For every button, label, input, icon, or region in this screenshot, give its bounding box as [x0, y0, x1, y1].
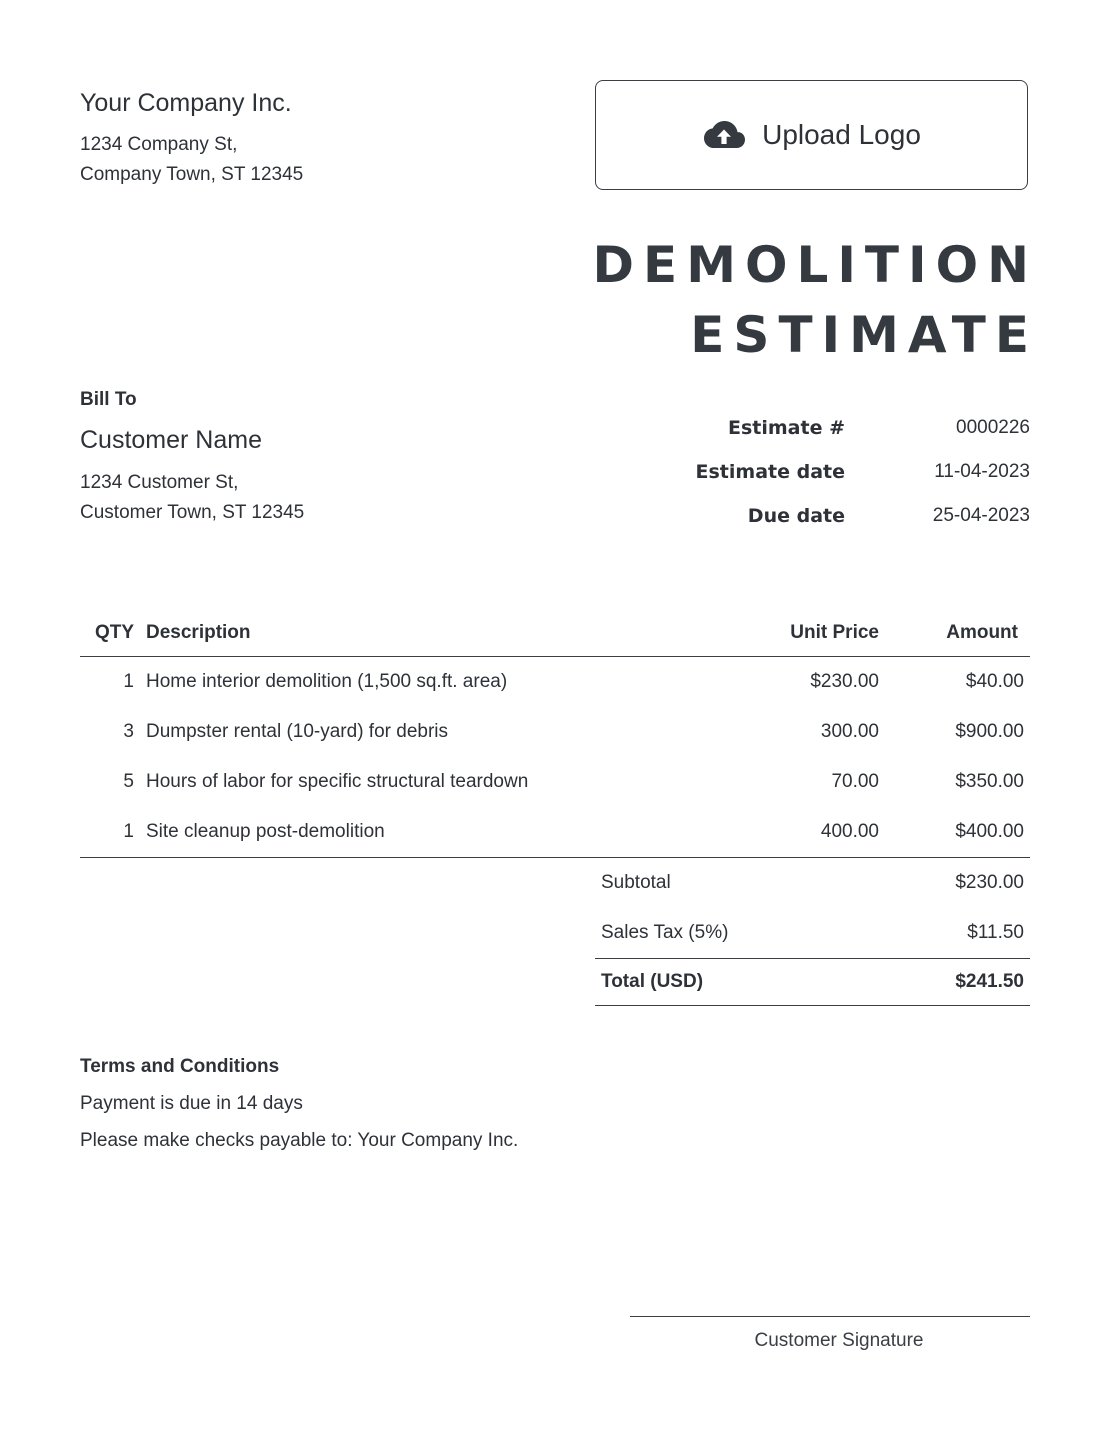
document-title-line2: ESTIMATE [690, 306, 1038, 364]
subtotal-value: $230.00 [955, 872, 1024, 893]
customer-address-line1: 1234 Customer St, [80, 472, 239, 493]
row-qty: 5 [123, 771, 134, 792]
customer-name: Customer Name [80, 426, 262, 454]
amount-header: Amount [946, 622, 1018, 643]
row-unit-price: 300.00 [820, 721, 879, 742]
table-row [80, 657, 1030, 707]
row-unit-price: $230.00 [810, 671, 879, 692]
upload-logo-button[interactable] [595, 80, 1028, 190]
estimate-date: 11-04-2023 [934, 461, 1030, 482]
table-header [80, 610, 1030, 657]
estimate-number: 0000226 [956, 417, 1030, 438]
total-row [595, 958, 1030, 1006]
signature-line [630, 1316, 1030, 1317]
row-amount: $350.00 [955, 771, 1024, 792]
customer-address-line2: Customer Town, ST 12345 [80, 502, 305, 523]
row-description: Hours of labor for specific structural teardown [146, 771, 529, 792]
subtotal-row [595, 858, 1030, 908]
row-unit-price: 70.00 [831, 771, 879, 792]
subtotal-label: Subtotal [601, 872, 671, 893]
terms-line-2: Please make checks payable to: Your Company Inc. [80, 1130, 519, 1151]
customer-signature-label: Customer Signature [754, 1330, 924, 1351]
cloud-upload-icon [702, 119, 746, 151]
bill-to-label: Bill To [80, 389, 137, 410]
tax-label: Sales Tax (5%) [601, 922, 729, 943]
company-address-line1: 1234 Company St, [80, 134, 238, 155]
row-qty: 3 [123, 721, 134, 742]
row-qty: 1 [123, 821, 134, 842]
table-row [80, 807, 1030, 857]
unit-price-header: Unit Price [790, 622, 879, 643]
row-amount: $400.00 [955, 821, 1024, 842]
row-qty: 1 [123, 671, 134, 692]
total-label: Total (USD) [601, 971, 704, 992]
row-description: Home interior demolition (1,500 sq.ft. area) [146, 671, 508, 692]
line-items-table [80, 610, 1030, 858]
row-unit-price: 400.00 [820, 821, 879, 842]
terms-line-1: Payment is due in 14 days [80, 1093, 303, 1114]
totals-section [595, 858, 1030, 1006]
company-address-line2: Company Town, ST 12345 [80, 164, 304, 185]
row-amount: $900.00 [955, 721, 1024, 742]
table-row [80, 707, 1030, 757]
qty-header: QTY [94, 622, 134, 643]
document-title-line1: DEMOLITION [592, 236, 1038, 294]
row-description: Dumpster rental (10-yard) for debris [146, 721, 448, 742]
upload-logo-label: Upload Logo [762, 119, 921, 150]
tax-row [595, 908, 1030, 958]
row-description: Site cleanup post-demolition [146, 821, 385, 842]
estimate-number-label: Estimate # [727, 417, 845, 439]
estimate-date-label: Estimate date [695, 461, 845, 483]
total-value: $241.50 [955, 971, 1024, 992]
tax-value: $11.50 [967, 922, 1024, 943]
company-name: Your Company Inc. [80, 89, 292, 117]
row-amount: $40.00 [965, 671, 1024, 692]
description-header: Description [146, 622, 251, 643]
table-row [80, 757, 1030, 807]
due-date: 25-04-2023 [932, 505, 1030, 526]
terms-title: Terms and Conditions [80, 1056, 280, 1077]
due-date-label: Due date [747, 505, 845, 527]
table-body [80, 657, 1030, 858]
